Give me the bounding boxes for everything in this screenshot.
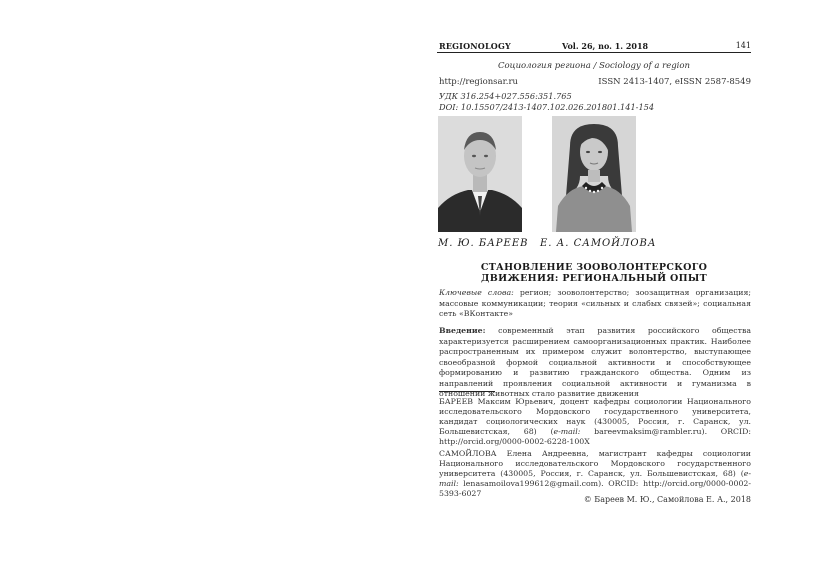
footnote-2-contacts[interactable]: lenasamoilova199612@gmail.com). ORCID: http://orcid.org/0000-0002-5393-6027: [439, 479, 751, 498]
footnote-divider: [439, 391, 495, 392]
footnote-1-contacts[interactable]: bareevmaksim@rambler.ru). ORCID: http://orcid.org/0000-0002-6228-100X: [439, 427, 751, 446]
author-name-2: Е. А. САМОЙЛОВА: [540, 238, 657, 249]
author-photo-1-image: [438, 116, 522, 232]
author-photo-1: [438, 116, 522, 232]
journal-url[interactable]: http://regionsar.ru: [439, 77, 518, 87]
udk-code: УДК 316.254+027.556:351.765: [439, 91, 572, 101]
author-photo-2-image: [552, 116, 636, 232]
article-title: [437, 262, 751, 284]
author-name-1: М. Ю. БАРЕЕВ: [438, 238, 529, 249]
page-number: 141: [735, 41, 751, 50]
introduction-label: Введение:: [439, 326, 486, 335]
journal-page: [437, 40, 751, 550]
footnote-2-email-label: e-mail:: [439, 469, 751, 488]
copyright-notice: © Бареев М. Ю., Самойлова Е. А., 2018: [583, 495, 751, 504]
running-head: [437, 40, 751, 53]
author-photo-2: [552, 116, 636, 232]
footnote-author-2: [439, 449, 751, 499]
article-title-line-1: СТАНОВЛЕНИЕ ЗООВОЛОНТЕРСКОГО: [480, 262, 708, 273]
url-issn-line: [439, 77, 751, 87]
footnote-author-1: [439, 397, 751, 447]
footnote-2-text: САМОЙЛОВА Елена Андреевна, магистрант кафедры социологии Национального исследовательского Мордовского государственного университета (430005, Россия, г. Саранск, ул. Большевистская, 68) (: [439, 449, 751, 478]
running-head-volume: Vol. 26, no. 1. 2018: [562, 41, 649, 51]
introduction-paragraph: [439, 326, 751, 400]
article-title-line-2: ДВИЖЕНИЯ: РЕГИОНАЛЬНЫЙ ОПЫТ: [481, 273, 707, 284]
keywords: [439, 288, 751, 320]
keywords-text: регион; зооволонтерство; зоозащитная организация; массовые коммуникации; теория «сильных и слабых связей»; социальная сеть «ВКонтакте»: [439, 288, 751, 318]
journal-title: Социология региона / Sociology of a region: [498, 61, 690, 71]
issn: ISSN 2413-1407, eISSN 2587-8549: [598, 77, 751, 87]
introduction-text: современный этап развития российского общества характеризуется расширением самоорганизационных практик. Наиболее распространенным их примером служит волонтерство, выступающее своеобразной формой социальной активности и способствующее формированию и развитию гражданского общества. Одним из направлений проявления социальной активности и гуманизма в отношении животных стало развитие движения: [439, 326, 751, 398]
running-head-journal: REGIONOLOGY: [439, 41, 511, 51]
footnote-1-text: БАРЕЕВ Максим Юрьевич, доцент кафедры социологии Национального исследовательского Мордовского государственного университета, кандидат социологических наук (430005, Россия, г. Саранск, ул. Большевистская, 68) (: [439, 397, 751, 436]
doi: DOI: 10.15507/2413-1407.102.026.201801.141-154: [439, 102, 655, 112]
footnote-1-email-label: e-mail:: [553, 427, 581, 436]
keywords-label: Ключевые слова:: [439, 288, 514, 297]
author-footnotes: [439, 397, 751, 501]
